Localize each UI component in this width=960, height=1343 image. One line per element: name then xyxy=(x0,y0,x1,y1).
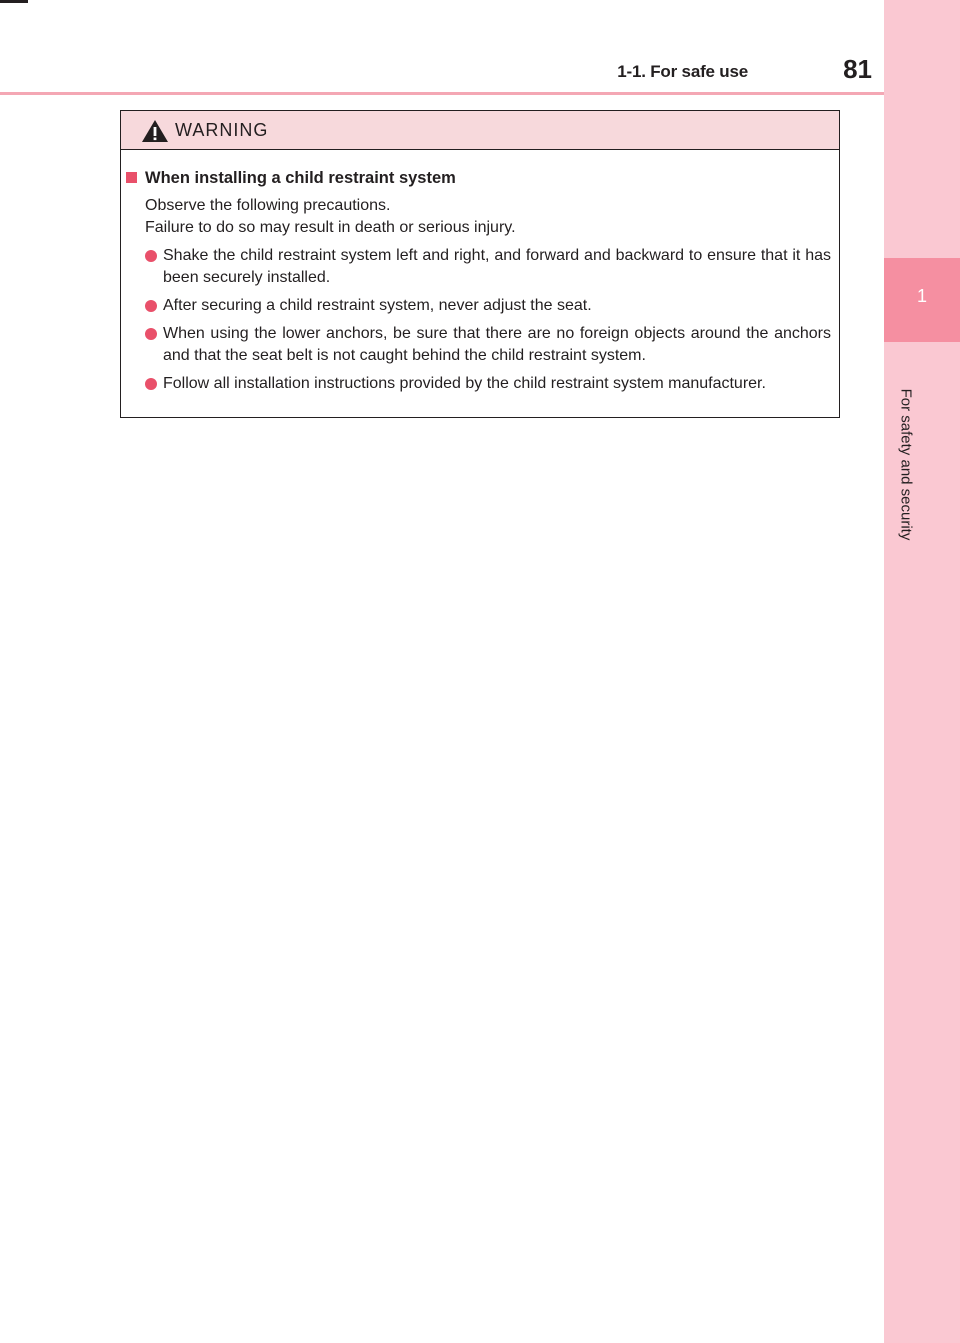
warning-header xyxy=(121,111,839,150)
precaution-text: Shake the child restraint system left and right, and forward and backward to ensure that it has been securely installed. xyxy=(163,247,831,286)
precaution-text: After securing a child restraint system, never adjust the seat. xyxy=(163,297,592,314)
bullet-dot-icon xyxy=(145,300,157,312)
precaution-text: Follow all installation instructions provided by the child restraint system manufacturer. xyxy=(163,375,766,392)
intro-line: Observe the following precautions. xyxy=(145,197,391,214)
bullet-dot-icon xyxy=(145,378,157,390)
precaution-text: When using the lower anchors, be sure that there are no foreign objects around the anchors and that the seat belt is not caught behind the child restraint system. xyxy=(163,325,831,364)
warning-title: WARNING xyxy=(175,120,269,140)
intro-line: Failure to do so may result in death or serious injury. xyxy=(145,219,516,236)
page-number: 81 xyxy=(843,54,872,84)
chapter-label: For safety and security xyxy=(897,388,915,541)
square-bullet-icon xyxy=(126,172,137,183)
precaution-item xyxy=(121,373,839,395)
section-title: 1-1. For safe use xyxy=(617,62,748,81)
precaution-item xyxy=(121,245,839,289)
header-rule xyxy=(0,92,884,95)
crop-mark-left xyxy=(0,0,28,3)
bullet-dot-icon xyxy=(145,250,157,262)
chapter-number: 1 xyxy=(916,286,927,306)
warning-intro xyxy=(121,195,839,239)
warning-triangle-icon xyxy=(141,119,169,143)
warning-heading xyxy=(121,167,839,189)
warning-body xyxy=(121,167,839,401)
bullet-dot-icon xyxy=(145,328,157,340)
warning-heading-text: When installing a child restraint system xyxy=(145,169,456,187)
precaution-item xyxy=(121,295,839,317)
side-tab xyxy=(884,0,960,1343)
precaution-item xyxy=(121,323,839,367)
warning-box xyxy=(120,110,840,418)
